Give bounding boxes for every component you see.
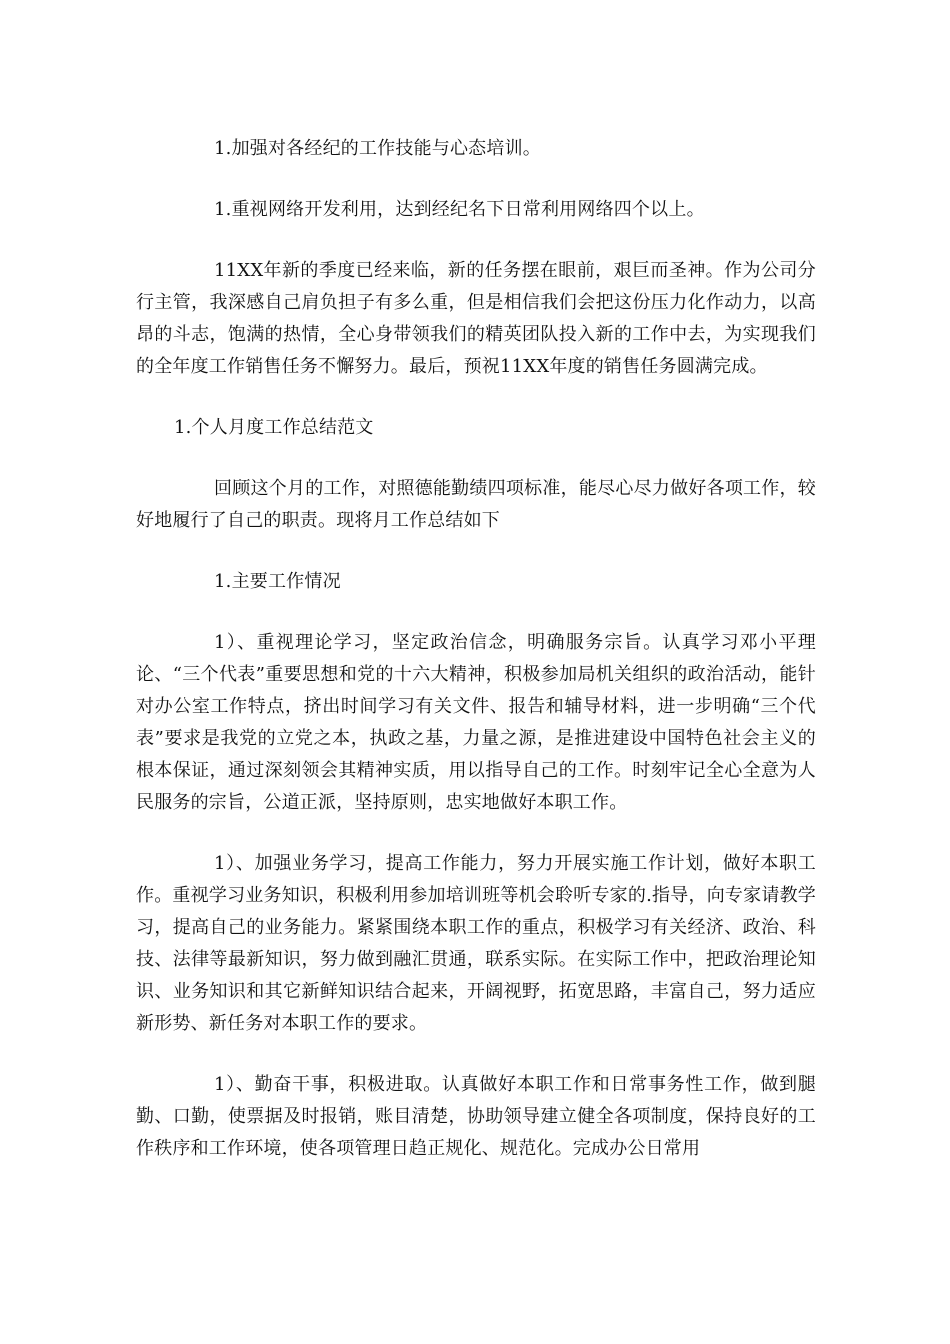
- paragraph: 11XX年新的季度已经来临，新的任务摆在眼前，艰巨而圣神。作为公司分行主管，我深感自己肩负担子有多么重，但是相信我们会把这份压力化作动力，以高昂的斗志，饱满的热情，全心身带领我们的精英团队投入新的工作中去，为实现我们的全年度工作销售任务不懈努力。最后，预祝11XX年度的销售任务圆满完成。: [136, 260, 816, 377]
- paragraph: 1）、勤奋干事，积极进取。认真做好本职工作和日常事务性工作，做到腿勤、口勤，使票据及时报销，账目清楚，协助领导建立健全各项制度，保持良好的工作秩序和工作环境，使各项管理日趋正规化、规范化。完成办公日常用: [136, 1074, 816, 1159]
- subsection-heading: 1.主要工作情况: [214, 571, 341, 592]
- list-item: 1.加强对各经纪的工作技能与心态培训。: [214, 138, 541, 159]
- list-item: 1.重视网络开发利用，达到经纪名下日常利用网络四个以上。: [214, 199, 705, 220]
- paragraph: 1）、重视理论学习，坚定政治信念，明确服务宗旨。认真学习邓小平理论、“三个代表”重要思想和党的十六大精神，积极参加局机关组织的政治活动，能针对办公室工作特点，挤出时间学习有关文件、报告和辅导材料，进一步明确“三个代表”要求是我党的立党之本，执政之基，力量之源，是推进建设中国特色社会主义的根本保证，通过深刻领会其精神实质，用以指导自己的工作。时刻牢记全心全意为人民服务的宗旨，公道正派，坚持原则，忠实地做好本职工作。: [136, 632, 816, 813]
- paragraph: 回顾这个月的工作，对照德能勤绩四项标准，能尽心尽力做好各项工作，较好地履行了自己的职责。现将月工作总结如下: [136, 478, 816, 531]
- document-body: [136, 133, 816, 1165]
- section-heading: 1.个人月度工作总结范文: [174, 417, 374, 438]
- paragraph: 1）、加强业务学习，提高工作能力，努力开展实施工作计划，做好本职工作。重视学习业务知识，积极利用参加培训班等机会聆听专家的.指导，向专家请教学习，提高自己的业务能力。紧紧围绕本职工作的重点，积极学习有关经济、政治、科技、法律等最新知识，努力做到融汇贯通，联系实际。在实际工作中，把政治理论知识、业务知识和其它新鲜知识结合起来，开阔视野，拓宽思路，丰富自己，努力适应新形势、新任务对本职工作的要求。: [136, 853, 816, 1034]
